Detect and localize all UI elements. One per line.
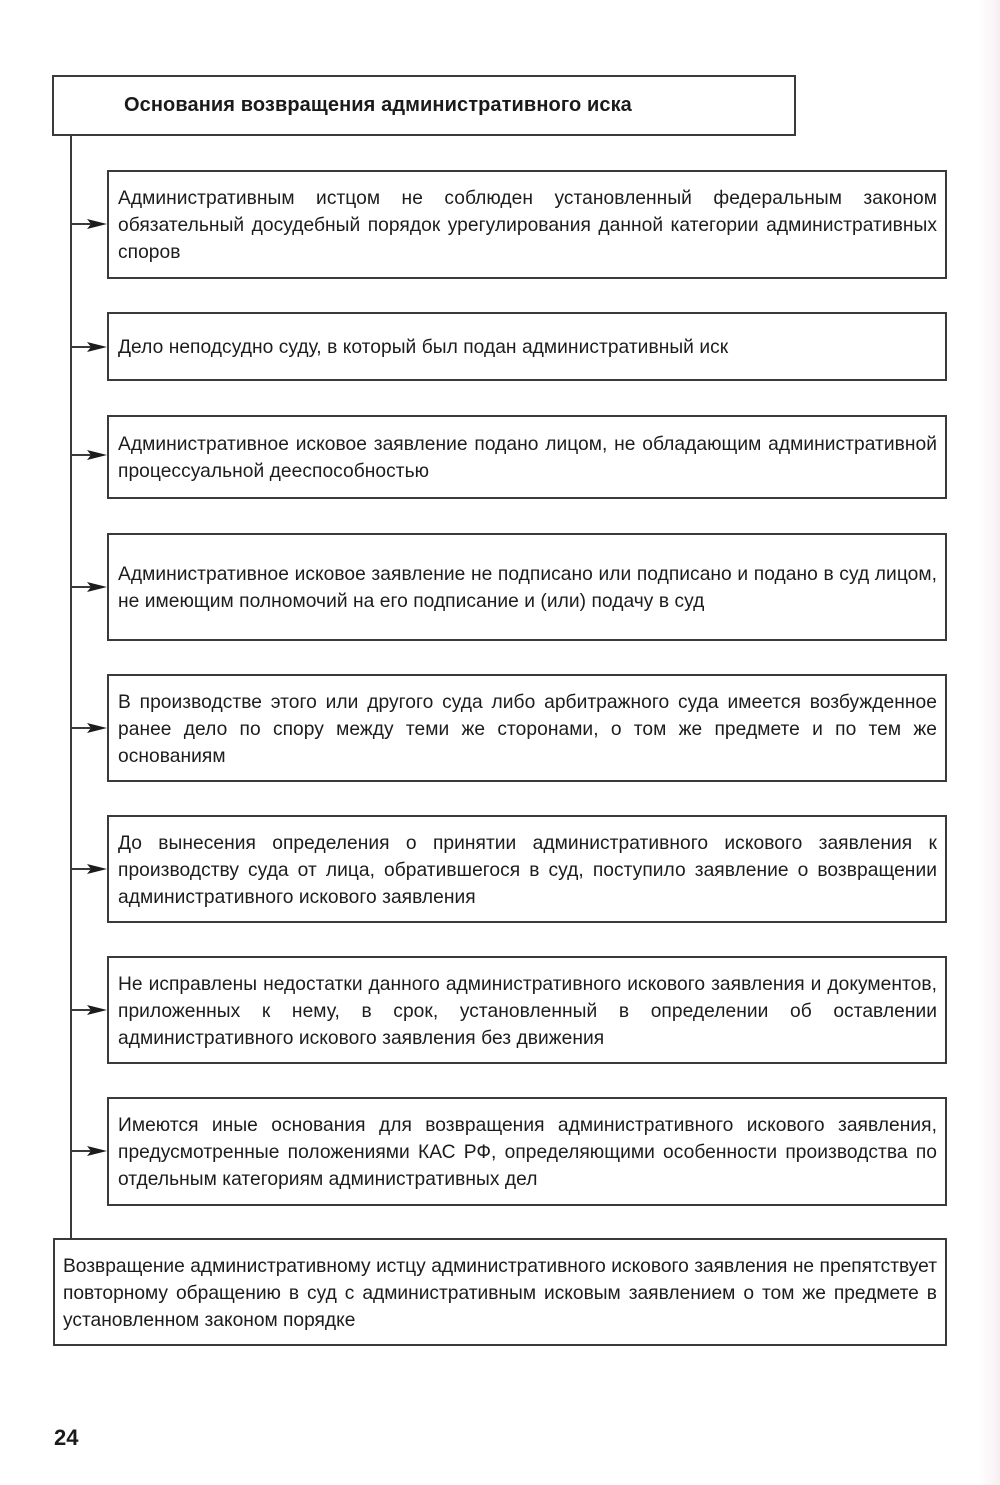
reason-text: Административным истцом не соблюден установленный федеральным законом обязательный досудебный порядок урегулирования данной категории административных споров (118, 188, 937, 263)
reason-box-6 (107, 815, 947, 923)
arrow-right-icon (71, 1004, 107, 1016)
reason-box-5 (107, 674, 947, 782)
reason-text: В производстве этого или другого суда либо арбитражного суда имеется возбужденное ранее дело по спору между теми же сторонами, о том же предмете и по тем же основаниям (118, 691, 937, 767)
reason-box-3 (107, 415, 947, 499)
arrow-right-icon (71, 218, 107, 230)
arrow-right-icon (71, 341, 107, 353)
diagram-title: Основания возвращения административного иска (124, 94, 632, 116)
reason-text: Имеются иные основания для возвращения административного искового заявления, предусмотренные положениями КАС РФ, определяющими особенности производства по отдельным категориям административных дел (118, 1115, 937, 1190)
page-edge (978, 0, 1000, 1485)
reason-text: Административное исковое заявление подано лицом, не обладающим административной процессуальной дееспособностью (118, 434, 937, 482)
reason-box-4 (107, 533, 947, 641)
vertical-connector-line (70, 136, 72, 1239)
diagram-title-box (52, 75, 796, 136)
reason-box-7 (107, 956, 947, 1064)
reason-text: Административное исковое заявление не подписано или подписано и подано в суд лицом, не имеющим полномочий на его подписание и (или) подачу в суд (118, 564, 937, 612)
reason-box-2 (107, 312, 947, 381)
conclusion-note-text: Возвращение административному истцу административного искового заявления не препятствует повторному обращению в суд с административным исковым заявлением о том же предмете в установленном законом порядке (63, 1255, 937, 1331)
reason-text: До вынесения определения о принятии административного искового заявления к производству суда от лица, обратившегося в суд, поступило заявление о возвращении административного искового заявления (118, 832, 937, 908)
arrow-right-icon (71, 1145, 107, 1157)
arrow-right-icon (71, 581, 107, 593)
conclusion-note-box (53, 1238, 947, 1346)
reason-text: Не исправлены недостатки данного административного искового заявления и документов, приложенных к нему, в срок, установленный в определении об оставлении административного искового заявления без движения (118, 973, 937, 1049)
page-number: 24 (54, 1425, 79, 1450)
reason-box-8 (107, 1097, 947, 1206)
arrow-right-icon (71, 722, 107, 734)
reason-text: Дело неподсудно суду, в который был подан административный иск (118, 337, 729, 358)
reason-box-1 (107, 170, 947, 279)
arrow-right-icon (71, 449, 107, 461)
arrow-right-icon (71, 863, 107, 875)
